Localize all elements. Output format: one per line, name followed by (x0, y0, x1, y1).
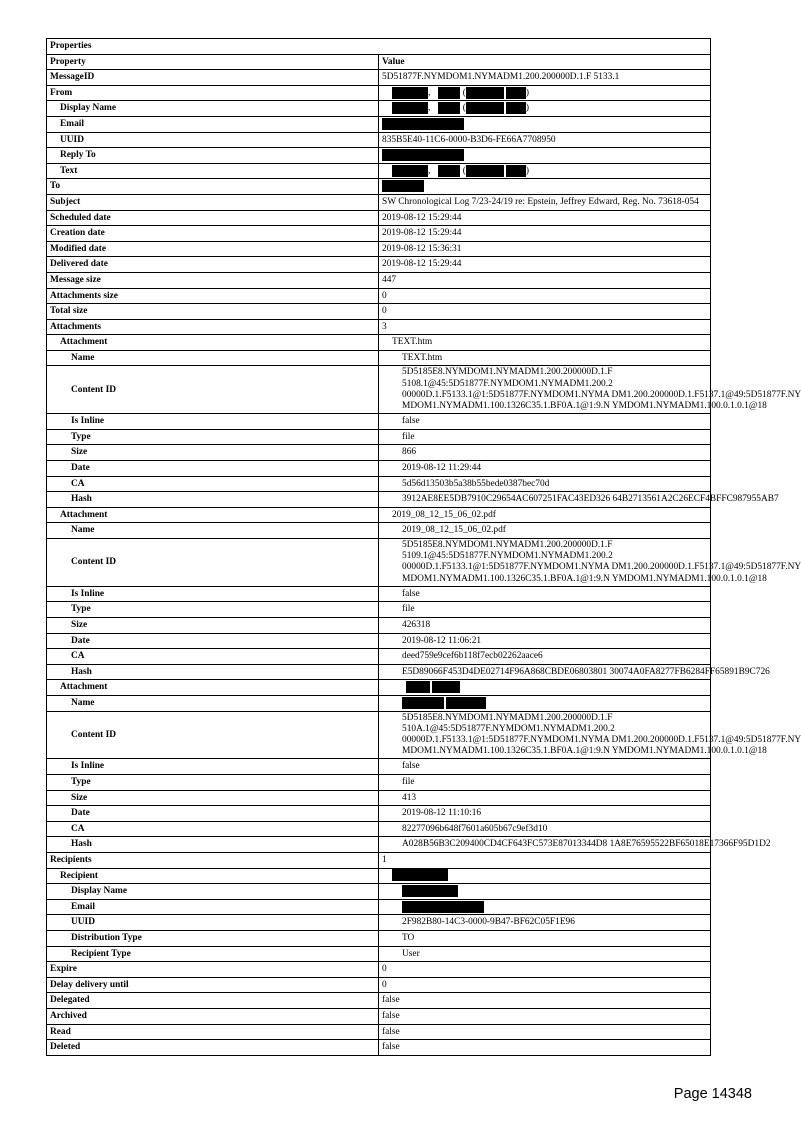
table-row (47, 523, 711, 539)
redaction-block (392, 87, 428, 99)
row-label: Content ID (47, 539, 379, 587)
properties-table (46, 38, 801, 1056)
row-label: Message size (47, 272, 379, 288)
row-value: 82277096b648f7601a605b67c9ef3d10 (379, 821, 711, 837)
content-id-value (379, 711, 801, 759)
table-row (47, 101, 711, 117)
attachment-name-value (379, 696, 711, 712)
row-label: Type (47, 602, 379, 618)
row-value: file (379, 429, 711, 445)
table-row (47, 304, 711, 320)
table-row (47, 633, 711, 649)
row-value: 447 (379, 272, 711, 288)
row-label: Email (47, 899, 379, 915)
row-label: Hash (47, 492, 379, 508)
row-value: false (379, 1024, 711, 1040)
row-label: Name (47, 350, 379, 366)
row-label: Deleted (47, 1040, 379, 1056)
table-row (47, 775, 711, 791)
table-row (47, 977, 711, 993)
table-row (47, 1040, 711, 1056)
table-row (47, 852, 711, 868)
content-id-line: 00000D.1.F5133.1@1:5D51877F.NYMDOM1.NYMA DM1.200.200000D.1.F5137.1@49:5D51877F.NY (402, 389, 801, 400)
content-id-line: 510A.1@45:5D51877F.NYMDOM1.NYMADM1.200.2 (402, 723, 615, 734)
reply-to-value (379, 148, 711, 164)
row-value: 3 (379, 319, 711, 335)
row-label: Content ID (47, 366, 379, 414)
content-id-value (379, 366, 801, 414)
content-id-line: MDOM1.NYMADM1.100.1326C35.1.BF0A.1@1:9.N YMDOM1.NYMADM1.100.0.1.0.1@18 (402, 401, 767, 412)
table-row (47, 148, 711, 164)
redaction-block (438, 165, 460, 177)
row-label: Attachment (47, 680, 379, 696)
row-label: Creation date (47, 226, 379, 242)
row-value: 2019-08-12 11:29:44 (379, 461, 711, 477)
row-label: Total size (47, 304, 379, 320)
to-value (379, 179, 711, 195)
row-label: Attachments (47, 319, 379, 335)
row-value: false (379, 993, 711, 1009)
row-label: Scheduled date (47, 210, 379, 226)
content-id-line: 5D5185E8.NYMDOM1.NYMADM1.200.200000D.1.F (402, 367, 613, 378)
row-label: Is Inline (47, 586, 379, 602)
row-value: 5d56d13503b5a38b55bede0387bec70d (379, 476, 711, 492)
attachment-row (47, 335, 711, 351)
recipient-row (47, 868, 711, 884)
row-value: false (379, 759, 711, 775)
recipient-value (379, 868, 711, 884)
row-label: Is Inline (47, 414, 379, 430)
content-id-line: MDOM1.NYMADM1.100.1326C35.1.BF0A.1@1:9.N YMDOM1.NYMADM1.100.0.1.0.1@18 (402, 746, 767, 757)
redaction-block (446, 697, 486, 709)
redaction-block (438, 87, 460, 99)
redaction-block (392, 869, 448, 881)
content-id-value (379, 539, 801, 587)
table-row (47, 884, 711, 900)
content-id-line: 00000D.1.F5133.1@1:5D51877F.NYMDOM1.NYMA DM1.200.200000D.1.F5137.1@49:5D51877F.NY (402, 735, 801, 745)
row-value: TEXT.htm (379, 335, 711, 351)
table-row (47, 476, 711, 492)
text-value: , ( ) (379, 163, 711, 179)
table-row (47, 664, 711, 680)
redaction-block (506, 87, 526, 99)
row-value: 0 (379, 962, 711, 978)
row-label: Attachment (47, 335, 379, 351)
redaction-block (438, 102, 460, 114)
row-label: MessageID (47, 70, 379, 86)
table-row (47, 288, 711, 304)
row-value: file (379, 775, 711, 791)
row-label: Date (47, 461, 379, 477)
recipient-display-name-value (379, 884, 711, 900)
redaction-block (382, 149, 464, 161)
row-label: Email (47, 116, 379, 132)
table-row (47, 821, 711, 837)
row-value: false (379, 414, 711, 430)
row-value: E5D89066F453D4DE02714F96A868CBDE06803801 30074A0FA8277FB6284FF65891B9C726 (379, 664, 711, 680)
table-row (47, 711, 711, 759)
row-label: CA (47, 476, 379, 492)
row-value: 0 (379, 288, 711, 304)
table-row (47, 492, 711, 508)
row-label: Date (47, 806, 379, 822)
row-label: Type (47, 429, 379, 445)
table-row (47, 806, 711, 822)
table-row (47, 759, 711, 775)
redaction-block (466, 87, 504, 99)
row-value: 2019_08_12_15_06_02.pdf (379, 523, 711, 539)
table-row (47, 445, 711, 461)
table-title-row (47, 39, 711, 55)
table-row (47, 696, 711, 712)
row-value: 2019-08-12 11:10:16 (379, 806, 711, 822)
row-value: TEXT.htm (379, 350, 711, 366)
table-row (47, 163, 711, 179)
table-row (47, 272, 711, 288)
table-row (47, 618, 711, 634)
row-value: 0 (379, 304, 711, 320)
row-label: Date (47, 633, 379, 649)
content-id-line: MDOM1.NYMADM1.100.1326C35.1.BF0A.1@1:9.N YMDOM1.NYMADM1.100.0.1.0.1@18 (402, 573, 767, 584)
redaction-block (402, 697, 444, 709)
content-id-line: 00000D.1.F5133.1@1:5D51877F.NYMDOM1.NYMA DM1.200.200000D.1.F5137.1@49:5D51877F.NY (402, 562, 801, 573)
header-value: Value (379, 54, 711, 70)
row-value: false (379, 1040, 711, 1056)
redaction-block (406, 681, 430, 693)
table-row (47, 790, 711, 806)
table-row (47, 993, 711, 1009)
redaction-block (466, 102, 504, 114)
table-row (47, 461, 711, 477)
table-row (47, 649, 711, 665)
row-label: Recipient Type (47, 946, 379, 962)
row-value: 2019-08-12 15:29:44 (379, 226, 711, 242)
table-row (47, 194, 711, 210)
attachment-row (47, 507, 711, 523)
table-row (47, 85, 711, 101)
attachment-row (47, 680, 711, 696)
row-label: Size (47, 618, 379, 634)
row-label: Read (47, 1024, 379, 1040)
row-label: Is Inline (47, 759, 379, 775)
row-label: To (47, 179, 379, 195)
content-id-line: 5D5185E8.NYMDOM1.NYMADM1.200.200000D.1.F (402, 712, 613, 723)
table-title: Properties (47, 39, 711, 55)
display-name-value: , ( ) (379, 101, 711, 117)
row-value: TO (379, 930, 711, 946)
row-label: Text (47, 163, 379, 179)
row-label: Size (47, 445, 379, 461)
row-label: Delivered date (47, 257, 379, 273)
row-value: 2019-08-12 15:29:44 (379, 210, 711, 226)
table-row (47, 899, 711, 915)
row-label: Size (47, 790, 379, 806)
row-value: 866 (379, 445, 711, 461)
row-label: Type (47, 775, 379, 791)
row-label: Archived (47, 1008, 379, 1024)
row-value: false (379, 1008, 711, 1024)
row-label: Attachment (47, 507, 379, 523)
row-label: Expire (47, 962, 379, 978)
table-row (47, 226, 711, 242)
row-label: CA (47, 821, 379, 837)
table-row (47, 116, 711, 132)
row-value: 3912AE8EE5DB7910C29654AC607251FAC43ED326 64B2713561A2C26ECF4BFFC987955AB7 (379, 492, 711, 508)
row-label: Display Name (47, 101, 379, 117)
row-label: Recipients (47, 852, 379, 868)
row-label: Content ID (47, 711, 379, 759)
row-label: Delegated (47, 993, 379, 1009)
table-header-row (47, 54, 711, 70)
row-label: UUID (47, 132, 379, 148)
table-row (47, 915, 711, 931)
row-value: 426318 (379, 618, 711, 634)
row-value: 2019-08-12 11:06:21 (379, 633, 711, 649)
row-label: Delay delivery until (47, 977, 379, 993)
table-row (47, 837, 711, 853)
header-property: Property (47, 54, 379, 70)
row-label: CA (47, 649, 379, 665)
table-row (47, 70, 711, 86)
row-label: Attachments size (47, 288, 379, 304)
row-label: Hash (47, 664, 379, 680)
table-row (47, 241, 711, 257)
row-value: 2019_08_12_15_06_02.pdf (379, 507, 711, 523)
redaction-block (402, 901, 484, 913)
table-row (47, 429, 711, 445)
redaction-block (382, 180, 424, 192)
redaction-block (392, 165, 428, 177)
row-value: 2019-08-12 15:36:31 (379, 241, 711, 257)
table-row (47, 586, 711, 602)
table-row (47, 930, 711, 946)
row-value: file (379, 602, 711, 618)
row-label: Subject (47, 194, 379, 210)
table-row (47, 1024, 711, 1040)
table-row (47, 179, 711, 195)
row-label: From (47, 85, 379, 101)
table-row (47, 210, 711, 226)
table-row (47, 257, 711, 273)
row-value: SW Chronological Log 7/23-24/19 re: Epstein, Jeffrey Edward, Reg. No. 73618-054 (379, 194, 711, 210)
row-label: Modified date (47, 241, 379, 257)
row-value: User (379, 946, 711, 962)
row-label: Hash (47, 837, 379, 853)
table-row (47, 366, 711, 414)
content-id-line: 5108.1@45:5D51877F.NYMDOM1.NYMADM1.200.2 (402, 378, 613, 389)
row-value: A028B56B3C209400CD4CF643FC573E87013344D8 1A8E76595522BF65018E17366F95D1D2 (379, 837, 711, 853)
row-value: 413 (379, 790, 711, 806)
table-row (47, 1008, 711, 1024)
redaction-block (402, 885, 458, 897)
redaction-block (506, 165, 526, 177)
row-label: Display Name (47, 884, 379, 900)
table-row (47, 539, 711, 587)
page-number: Page 14348 (673, 1086, 752, 1102)
redaction-block (506, 102, 526, 114)
row-label: Recipient (47, 868, 379, 884)
from-value: , ( ) (379, 85, 711, 101)
redaction-block (432, 681, 460, 693)
email-value (379, 116, 711, 132)
table-row (47, 319, 711, 335)
redaction-block (382, 118, 464, 130)
table-row (47, 962, 711, 978)
content-id-line: 5109.1@45:5D51877F.NYMDOM1.NYMADM1.200.2 (402, 551, 613, 562)
row-label: UUID (47, 915, 379, 931)
table-row (47, 132, 711, 148)
row-value: 1 (379, 852, 711, 868)
row-value: 0 (379, 977, 711, 993)
table-row (47, 946, 711, 962)
table-row (47, 414, 711, 430)
row-label: Name (47, 523, 379, 539)
row-value: 2019-08-12 15:29:44 (379, 257, 711, 273)
content-id-line: 5D5185E8.NYMDOM1.NYMADM1.200.200000D.1.F (402, 540, 613, 551)
row-label: Reply To (47, 148, 379, 164)
row-value: 2F982B80-14C3-0000-9B47-BF62C05F1E96 (379, 915, 711, 931)
redaction-block (392, 102, 428, 114)
row-label: Name (47, 696, 379, 712)
attachment-name-value (379, 680, 711, 696)
row-value: false (379, 586, 711, 602)
row-value: 835B5E40-11C6-0000-B3D6-FE66A7708950 (379, 132, 711, 148)
row-value: 5D51877F.NYMDOM1.NYMADM1.200.200000D.1.F 5133.1 (379, 70, 711, 86)
redaction-block (466, 165, 504, 177)
table-row (47, 602, 711, 618)
recipient-email-value (379, 899, 711, 915)
table-row (47, 350, 711, 366)
row-value: deed759e9cef6b118f7ecb02262aace6 (379, 649, 711, 665)
row-label: Distribution Type (47, 930, 379, 946)
